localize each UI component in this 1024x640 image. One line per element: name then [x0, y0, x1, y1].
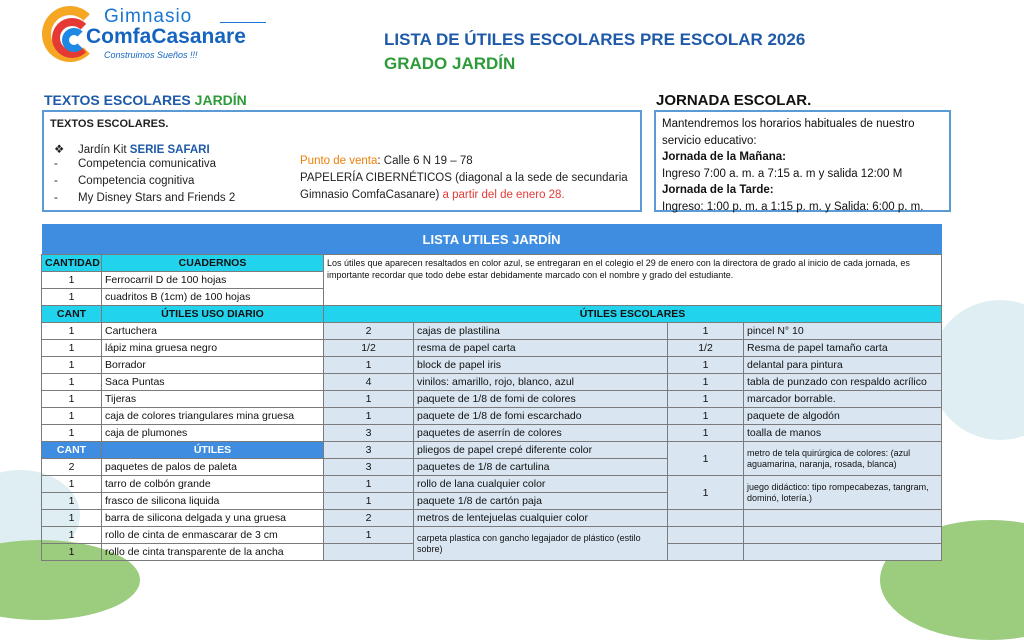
background-cloud: [930, 300, 1024, 440]
jornada-tarde-label: Jornada de la Tarde:: [662, 184, 774, 196]
table-row: 1 frasco de silicona liquida 1 paquete 1/8 de cartón paja: [42, 493, 942, 510]
list-item: - Competencia comunicativa: [54, 158, 217, 170]
table-row: 1 rollo de cinta de enmascarar de 3 cm 1 carpeta plastica con gancho legajador de plástico (estilo sobre): [42, 527, 942, 544]
table-row: 1 rollo de cinta transparente de la ancha: [42, 544, 942, 561]
table-row: 1 barra de silicona delgada y una gruesa 2 metros de lentejuelas cualquier color: [42, 510, 942, 527]
table-row: 1 caja de plumones 3 paquetes de aserrín de colores 1 toalla de manos: [42, 425, 942, 442]
col-header-cant: CANT: [42, 306, 102, 323]
logo-underline: [220, 22, 266, 23]
col-header-utiles: ÚTILES: [102, 442, 324, 459]
school-logo: [40, 4, 270, 74]
textos-box-header: TEXTOS ESCOLARES.: [50, 118, 169, 130]
list-item: - My Disney Stars and Friends 2: [54, 192, 236, 204]
col-header-cantidad: CANTIDAD: [42, 255, 102, 272]
papeleria-fecha: Gimnasio ComfaCasanare) a partir del de enero 28.: [300, 189, 565, 201]
utiles-table: [41, 224, 941, 561]
jornada-manana-label: Jornada de la Mañana:: [662, 151, 786, 163]
page-subtitle: GRADO JARDÍN: [384, 54, 516, 73]
table-row: 1 Borrador 1 block de papel iris 1 delantal para pintura: [42, 357, 942, 374]
table-row: 1 Tijeras 1 paquete de 1/8 de fomi de colores 1 marcador borrable.: [42, 391, 942, 408]
table-row: 1 Saca Puntas 4 vinilos: amarillo, rojo, blanco, azul 1 tabla de punzado con respaldo acrílico: [42, 374, 942, 391]
logo-swirl-blue: [62, 28, 86, 52]
list-item: - Competencia cognitiva: [54, 175, 195, 187]
col-header-cuadernos: CUADERNOS: [102, 255, 324, 272]
jornada-box: [654, 110, 951, 212]
table-row: 1 cuadritos B (1cm) de 100 hojas: [42, 289, 942, 306]
table-banner: LISTA UTILES JARDÍN: [42, 224, 942, 255]
table-note: Los útiles que aparecen resaltados en color azul, se entregaran en el colegio el 29 de enero con la directora de grado al inicio de cada jornada, es importante recordar que todo debe estar debidamente marcado con el nombre y grado del estudiante.: [324, 255, 942, 306]
table-row: CANT ÚTILES 3 pliegos de papel crepé diferente color 1 metro de tela quirúrgica de colores: (azul aguamarina, naranja, rosada, blanca): [42, 442, 942, 459]
jornada-heading: JORNADA ESCOLAR.: [656, 92, 812, 109]
col-header-utiles-escolares: ÚTILES ESCOLARES: [324, 306, 942, 323]
logo-gimnasio-text: Gimnasio: [104, 6, 193, 27]
col-header-cant-utiles: CANT: [42, 442, 102, 459]
table-row: 1 lápiz mina gruesa negro 1/2 resma de papel carta 1/2 Resma de papel tamaño carta: [42, 340, 942, 357]
table-row: 2 paquetes de palos de paleta 3 paquetes de 1/8 de cartulina: [42, 459, 942, 476]
jornada-tarde: Ingreso: 1:00 p. m. a 1:15 p. m. y Salida: 6:00 p. m.: [662, 200, 924, 213]
jornada-intro: Mantendremos los horarios habituales de nuestro servicio educativo:: [662, 118, 915, 147]
table-row: 1 tarro de colbón grande 1 rollo de lana cualquier color 1 juego didáctico: tipo rompecabezas, tangram, dominó, lotería.): [42, 476, 942, 493]
textos-box: [42, 110, 642, 212]
textos-heading: TEXTOS ESCOLARES JARDÍN: [44, 92, 247, 108]
list-item: ❖ Jardín Kit SERIE SAFARI: [54, 144, 210, 156]
papeleria-text: PAPELERÍA CIBERNÉTICOS (diagonal a la sede de secundaria: [300, 172, 628, 184]
logo-slogan: Construimos Sueños !!!: [104, 50, 198, 60]
table-row: 1 caja de colores triangulares mina gruesa 1 paquete de 1/8 de fomi escarchado 1 paquete de algodón: [42, 408, 942, 425]
logo-brand-text: ComfaCasanare: [86, 25, 246, 48]
punto-de-venta: Punto de venta: Calle 6 N 19 – 78: [300, 155, 473, 167]
table-row: 1 Cartuchera 2 cajas de plastilina 1 pincel N° 10: [42, 323, 942, 340]
table-row: 1 Ferrocarril D de 100 hojas: [42, 272, 942, 289]
col-header-uso-diario: ÚTILES USO DIARIO: [102, 306, 324, 323]
page-title: LISTA DE ÚTILES ESCOLARES PRE ESCOLAR 2026: [384, 30, 806, 49]
jornada-manana: Ingreso 7:00 a. m. a 7:15 a. m y salida 12:00 M: [662, 167, 903, 180]
